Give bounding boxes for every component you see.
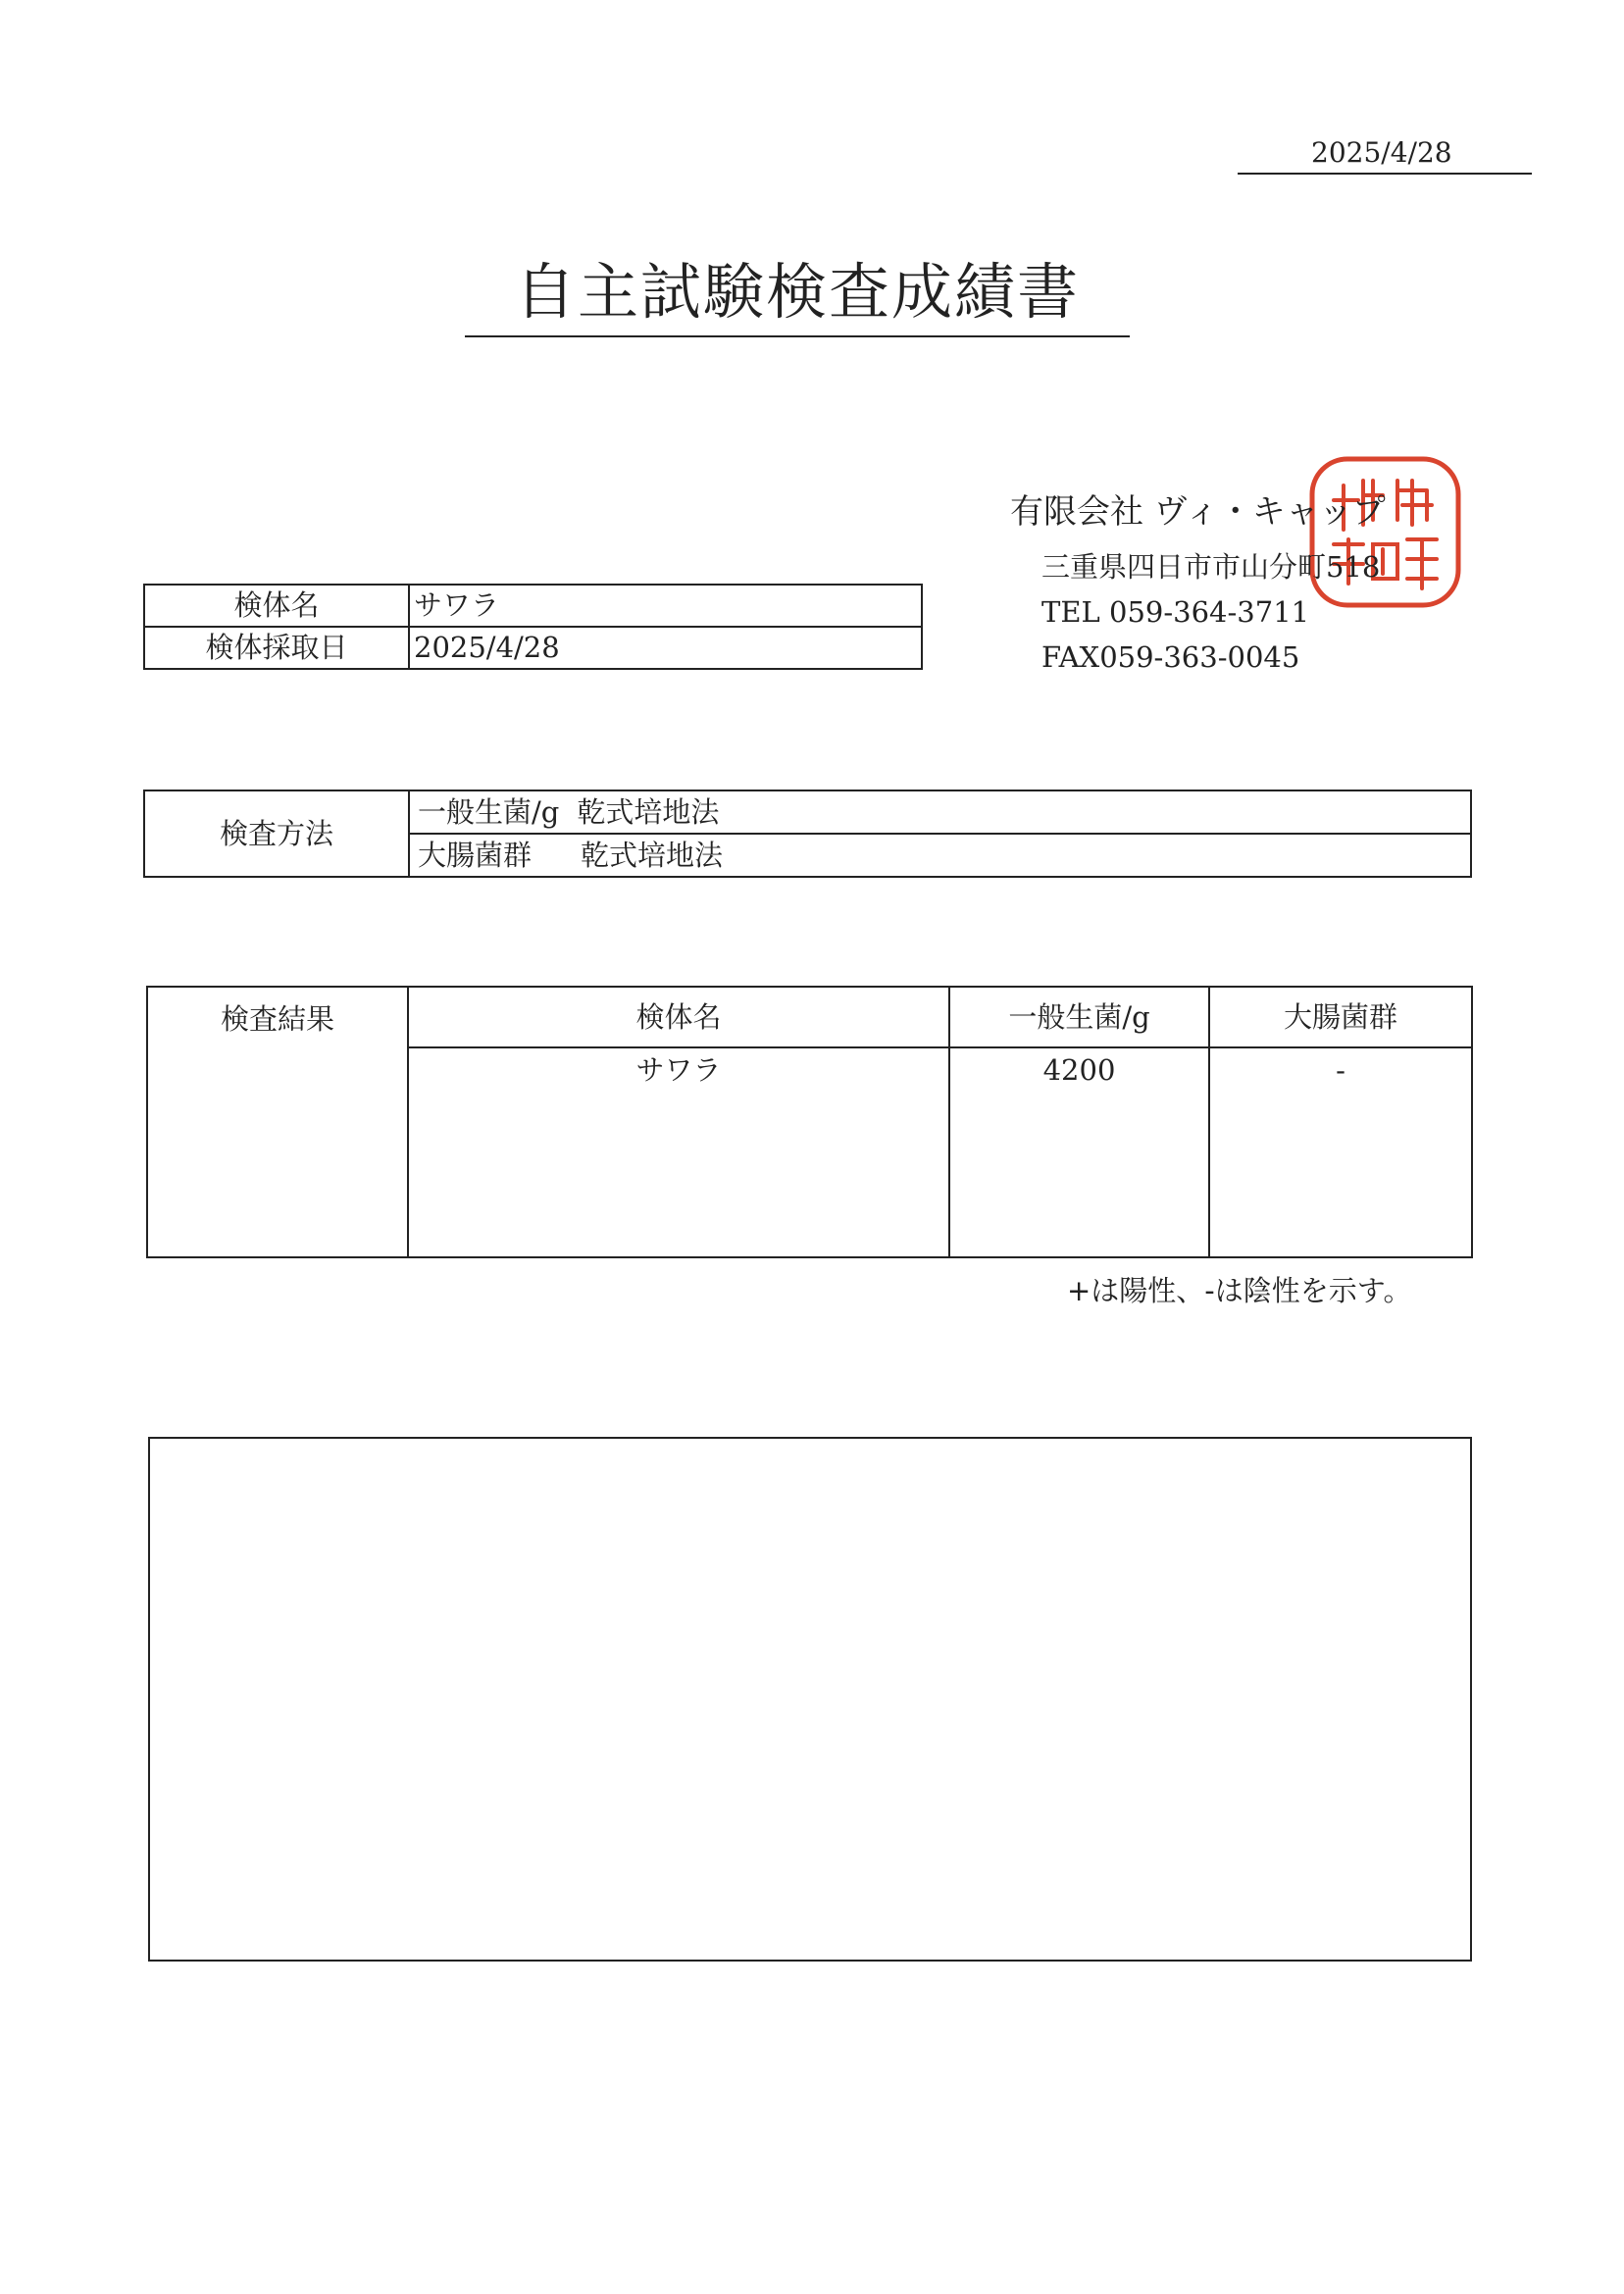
results-header-sample: 検体名 xyxy=(408,987,949,1047)
test-method-table xyxy=(143,790,1472,878)
sample-name-value: サワラ xyxy=(409,585,922,627)
document-date: 2025/4/28 xyxy=(1238,131,1532,175)
method-item: 大腸菌群 xyxy=(418,839,533,872)
result-general-bacteria: 4200 xyxy=(949,1047,1209,1257)
company-address: 三重県四日市市山分町518 xyxy=(1041,550,1381,584)
sample-name-label: 検体名 xyxy=(144,585,409,627)
method-row-2 xyxy=(409,834,1471,877)
company-name: 有限会社 ヴィ・キャップ xyxy=(1010,492,1386,532)
company-seal-stamp xyxy=(1304,451,1466,613)
sample-date-value: 2025/4/28 xyxy=(409,627,922,669)
method-row xyxy=(144,790,1471,834)
result-sample-name: サワラ xyxy=(408,1047,949,1257)
sample-name-row xyxy=(144,585,922,627)
remarks-box xyxy=(148,1437,1472,1962)
result-legend-note: +は陽性、-は陰性を示す。 xyxy=(1067,1274,1412,1307)
sample-date-label: 検体採取日 xyxy=(144,627,409,669)
method-name: 乾式培地法 xyxy=(581,839,724,872)
method-row-1 xyxy=(409,790,1471,834)
results-label: 検査結果 xyxy=(147,987,408,1257)
results-header-coliform: 大腸菌群 xyxy=(1209,987,1472,1047)
company-fax: FAX059-363-0045 xyxy=(1041,640,1300,674)
results-header-general-bacteria: 一般生菌/g xyxy=(949,987,1209,1047)
company-tel: TEL 059-364-3711 xyxy=(1041,595,1310,629)
document-title: 自主試験検査成績書 xyxy=(465,253,1130,337)
test-results-table xyxy=(146,986,1473,1258)
result-coliform: - xyxy=(1209,1047,1472,1257)
method-item: 一般生菌/g xyxy=(418,795,560,829)
method-label: 検査方法 xyxy=(144,790,409,877)
results-header-row xyxy=(147,987,1472,1047)
method-name: 乾式培地法 xyxy=(577,795,720,829)
sample-date-row xyxy=(144,627,922,669)
sample-info-table xyxy=(143,584,923,670)
